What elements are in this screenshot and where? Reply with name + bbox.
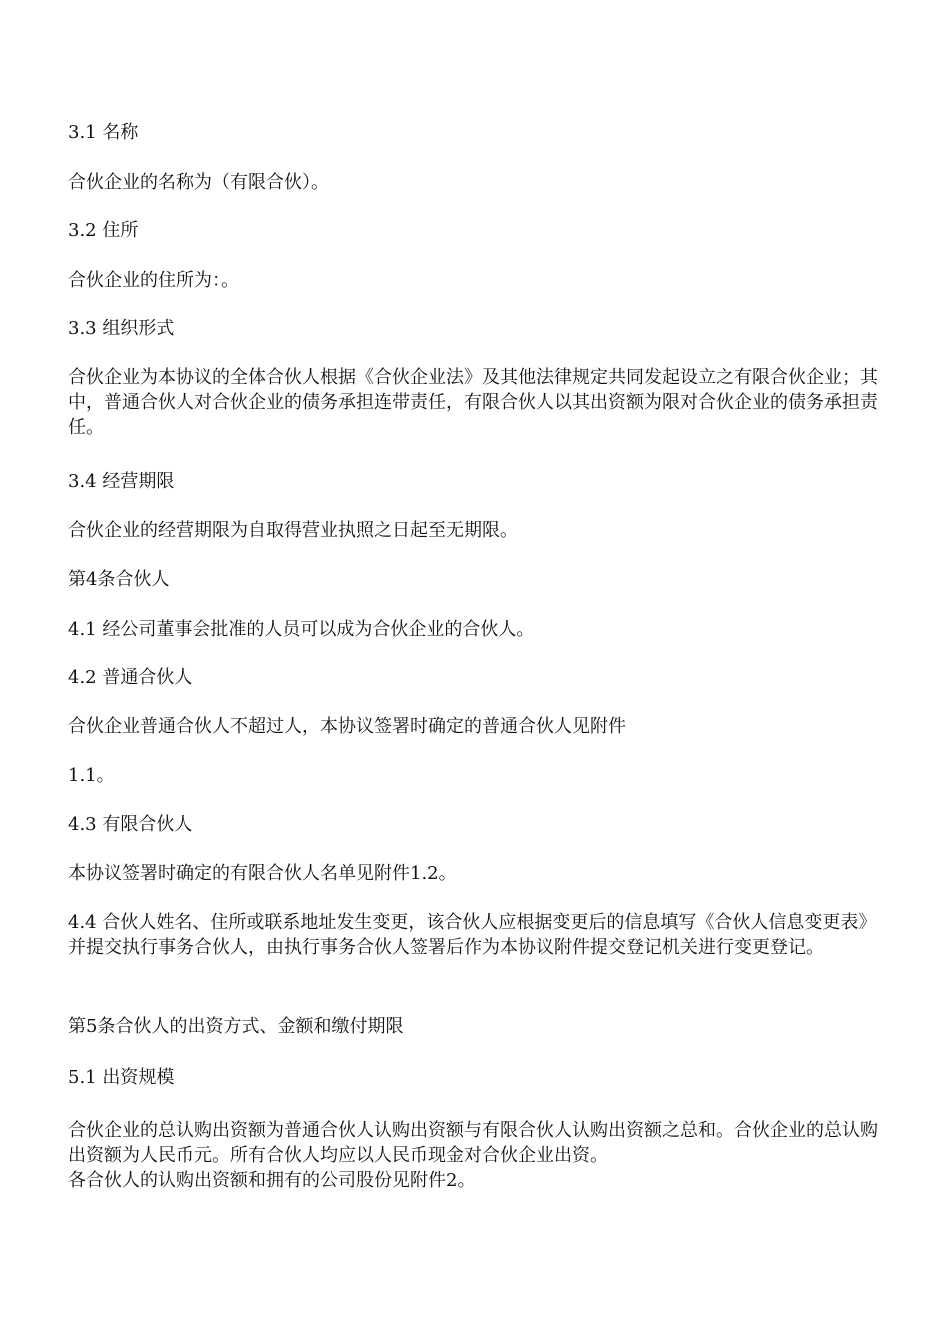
section-heading: 3.4 经营期限 [68, 471, 175, 492]
body-paragraph: 各合伙人的认购出资额和拥有的公司股份见附件2。 [68, 1170, 476, 1191]
body-paragraph: 1.1。 [68, 765, 115, 786]
section-heading: 5.1 出资规模 [68, 1067, 175, 1088]
body-paragraph: 合伙企业普通合伙人不超过人，本协议签署时确定的普通合伙人见附件 [68, 716, 626, 737]
section-heading: 3.3 组织形式 [68, 318, 175, 339]
body-paragraph: 4.4 合伙人姓名、住所或联系地址发生变更，该合伙人应根据变更后的信息填写《合伙人信息变更表》并提交执行事务合伙人，由执行事务合伙人签署后作为本协议附件提交登记机关进行变更登记。 [68, 912, 877, 958]
article-heading: 第5条合伙人的出资方式、金额和缴付期限 [68, 1016, 404, 1037]
body-paragraph: 本协议签署时确定的有限合伙人名单见附件1.2。 [68, 863, 457, 884]
body-paragraph: 合伙企业的住所为：。 [68, 270, 239, 291]
section-heading: 4.3 有限合伙人 [68, 814, 193, 835]
body-paragraph: 合伙企业为本协议的全体合伙人根据《合伙企业法》及其他法律规定共同发起设立之有限合伙企业；其中，普通合伙人对合伙企业的债务承担连带责任，有限合伙人以其出资额为限对合伙企业的债务承担责任。 [68, 367, 878, 438]
body-paragraph: 4.1 经公司董事会批准的人员可以成为合伙企业的合伙人。 [68, 619, 535, 640]
section-heading: 3.2 住所 [68, 220, 139, 241]
body-paragraph: 合伙企业的经营期限为自取得营业执照之日起至无期限。 [68, 520, 518, 541]
article-heading: 第4条合伙人 [68, 569, 170, 590]
body-paragraph: 合伙企业的总认购出资额为普通合伙人认购出资额与有限合伙人认购出资额之总和。合伙企业的总认购出资额为人民币元。所有合伙人均应以人民币现金对合伙企业出资。 [68, 1120, 878, 1166]
section-heading: 3.1 名称 [68, 122, 139, 143]
body-paragraph: 合伙企业的名称为（有限合伙）。 [68, 172, 329, 193]
section-heading: 4.2 普通合伙人 [68, 667, 193, 688]
